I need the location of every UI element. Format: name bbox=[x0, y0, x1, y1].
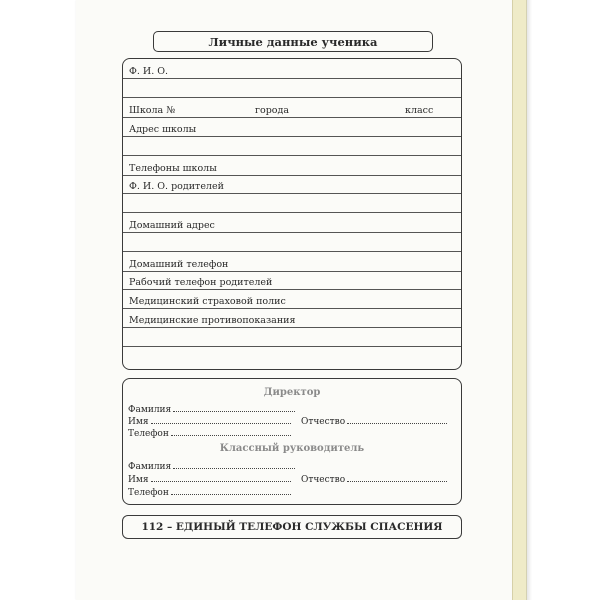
teacher-phone-row bbox=[128, 486, 291, 498]
director-patronymic-row bbox=[301, 415, 447, 427]
home-address-label: Домашний адрес bbox=[129, 220, 215, 231]
form-line bbox=[123, 193, 461, 194]
director-heading: Директор bbox=[263, 387, 321, 398]
teacher-patronymic-row bbox=[301, 473, 447, 485]
teacher-name-row bbox=[128, 473, 291, 485]
school-address-label: Адрес школы bbox=[129, 124, 197, 135]
director-phone-field[interactable] bbox=[171, 427, 291, 436]
school-phones-label: Телефоны школы bbox=[129, 163, 217, 174]
director-patronymic-label: Отчество bbox=[301, 417, 346, 427]
emergency-phone-banner: 112 – ЕДИНЫЙ ТЕЛЕФОН СЛУЖБЫ СПАСЕНИЯ bbox=[122, 515, 462, 539]
director-surname-field[interactable] bbox=[173, 403, 295, 412]
director-name-label: Имя bbox=[128, 417, 149, 427]
form-line bbox=[123, 212, 461, 213]
page-edge bbox=[512, 0, 527, 600]
contacts-box bbox=[122, 378, 462, 505]
director-surname-row bbox=[128, 403, 295, 415]
insurance-label: Медицинский страховой полис bbox=[129, 296, 286, 307]
director-name-field[interactable] bbox=[151, 415, 291, 424]
teacher-patronymic-label: Отчество bbox=[301, 475, 346, 485]
director-surname-label: Фамилия bbox=[128, 405, 172, 415]
form-line bbox=[123, 78, 461, 79]
form-line bbox=[123, 251, 461, 252]
fio-label: Ф. И. О. bbox=[129, 66, 169, 77]
student-data-form bbox=[122, 58, 462, 370]
parents-work-phone-label: Рабочий телефон родителей bbox=[129, 277, 273, 288]
form-line bbox=[123, 136, 461, 137]
teacher-surname-row bbox=[128, 460, 295, 472]
page-title: Личные данные ученика bbox=[153, 31, 433, 52]
director-patronymic-field[interactable] bbox=[347, 415, 447, 424]
form-line bbox=[123, 97, 461, 98]
teacher-patronymic-field[interactable] bbox=[347, 473, 447, 482]
form-line bbox=[123, 232, 461, 233]
home-phone-label: Домашний телефон bbox=[129, 259, 229, 270]
teacher-name-label: Имя bbox=[128, 475, 149, 485]
teacher-phone-label: Телефон bbox=[128, 488, 169, 498]
class-label: класс bbox=[405, 105, 434, 116]
director-name-row bbox=[128, 415, 291, 427]
form-line bbox=[123, 346, 461, 347]
teacher-surname-field[interactable] bbox=[173, 460, 295, 469]
form-line bbox=[123, 327, 461, 328]
form-line bbox=[123, 271, 461, 272]
teacher-surname-label: Фамилия bbox=[128, 462, 172, 472]
form-line bbox=[123, 155, 461, 156]
form-line bbox=[123, 175, 461, 176]
school-label: Школа № bbox=[129, 105, 176, 116]
teacher-phone-field[interactable] bbox=[171, 486, 291, 495]
form-line bbox=[123, 117, 461, 118]
form-line bbox=[123, 289, 461, 290]
teacher-name-field[interactable] bbox=[151, 473, 291, 482]
class-teacher-heading: Классный руководитель bbox=[219, 443, 365, 454]
director-phone-row bbox=[128, 427, 291, 439]
contraindications-label: Медицинские противопоказания bbox=[129, 315, 296, 326]
form-line bbox=[123, 308, 461, 309]
parents-fio-label: Ф. И. О. родителей bbox=[129, 181, 224, 192]
director-phone-label: Телефон bbox=[128, 429, 169, 439]
city-label: города bbox=[255, 105, 290, 116]
page-shadow bbox=[526, 0, 532, 600]
